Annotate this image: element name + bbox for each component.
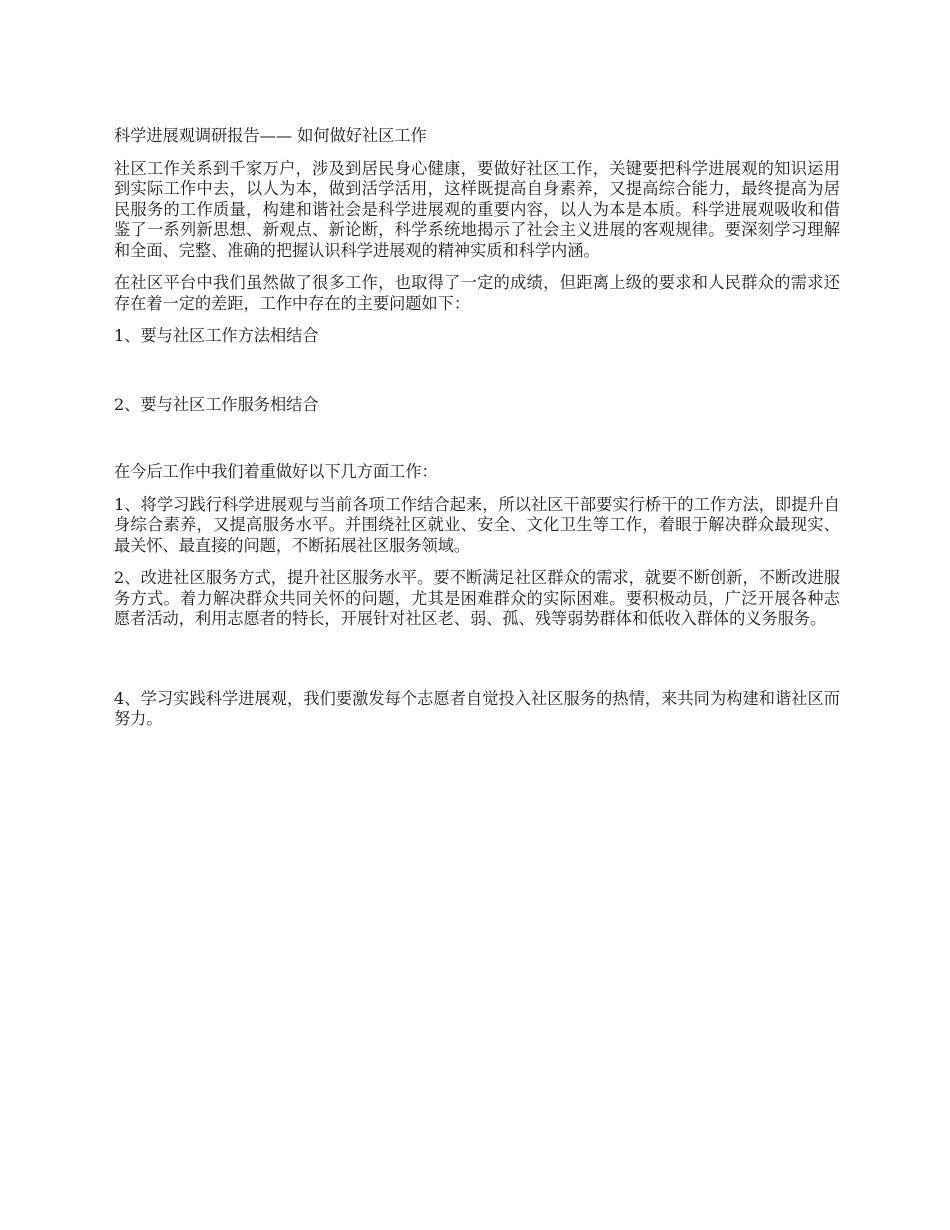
future-intro-paragraph: 在今后工作中我们着重做好以下几方面工作： [114,462,438,481]
future-item-1: 1、将学习践行科学进展观与当前各项工作结合起来，所以社区干部要实行桥干的工作方法，即提升自身综合素养，又提高服务水平。并围绕社区就业、安全、文化卫生等工作，着眼于解决群众最现实、最关怀、最直接的问题，不断拓展社区服务领域。 [114,494,840,555]
document-body [114,126,840,742]
future-item-4: 4、学习实践科学进展观，我们要激发每个志愿者自觉投入社区服务的热情，来共同为构建和谐社区而努力。 [114,688,840,728]
spacer [114,642,840,689]
intro-paragraph: 社区工作关系到千家万户，涉及到居民身心健康，要做好社区工作，关键要把科学进展观的知识运用到实际工作中去，以人为本，做到活学活用，这样既提高自身素养，又提高综合能力，最终提高为居民服务的工作质量，构建和谐社会是科学进展观的重要内容，以人为本是本质。科学进展观吸收和借鉴了一系列新思想、新观点、新论断，科学系统地揭示了社会主义进展的客观规律。要深刻学习理解和全面、完整、准确的把握认识科学进展观的精神实质和科学内涵。 [114,158,840,260]
spacer [114,347,840,395]
spacer [114,415,840,462]
problem-heading-1: 1、要与社区工作方法相结合 [114,326,319,345]
problem-heading-2: 2、要与社区工作服务相结合 [114,394,319,414]
document-title: 科学进展观调研报告—— 如何做好社区工作 [114,126,427,145]
future-item-2: 2、改进社区服务方式，提升社区服务水平。要不断满足社区群众的需求，就要不断创新，不断改进服务方式。着力解决群众共同关怀的问题，尤其是困难群众的实际困难。要积极动员，广泛开展各种志愿者活动，利用志愿者的特长，开展针对社区老、弱、孤、残等弱势群体和低收入群体的义务服务。 [114,568,840,628]
problems-intro-paragraph: 在社区平台中我们虽然做了很多工作，也取得了一定的成绩，但距离上级的要求和人民群众的需求还存在着一定的差距，工作中存在的主要问题如下： [114,273,840,313]
